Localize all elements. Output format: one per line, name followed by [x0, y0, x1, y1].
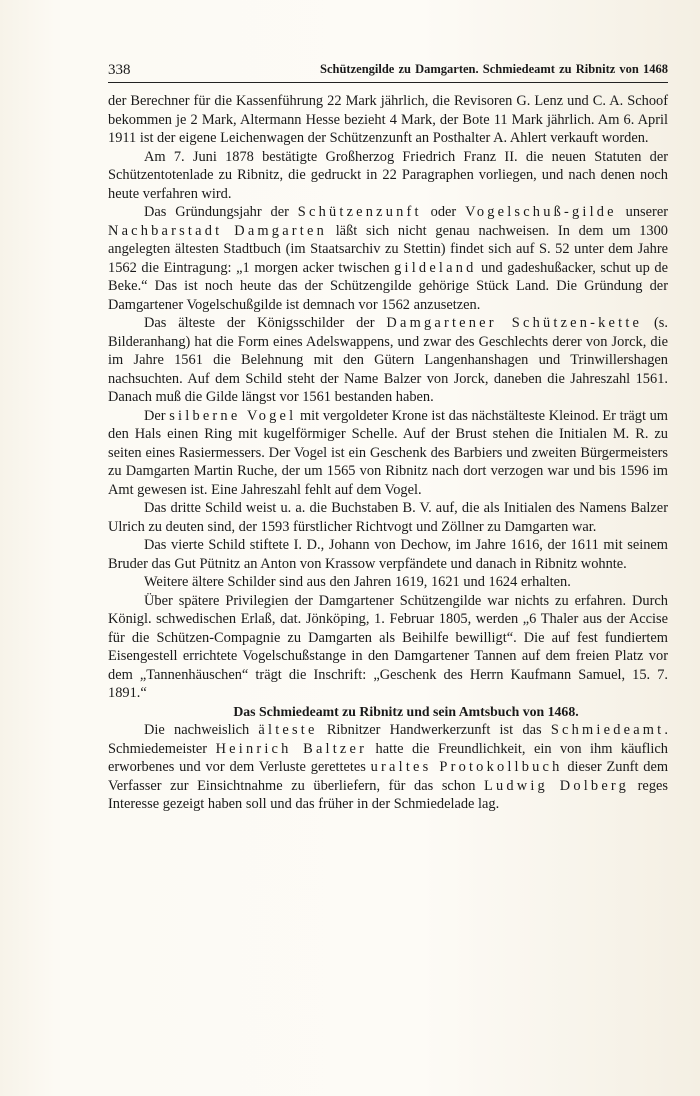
- spaced-text: Nachbarstadt Damgarten: [108, 222, 327, 239]
- running-title: Schützengilde zu Damgarten. Schmiedeamt zu Ribnitz von 1468: [320, 62, 668, 76]
- text-run: Das vierte Schild stiftete I. D., Johann von Dechow, im Jahre 1616, der 1611 mit seinem Bruder das Gut Pütnitz an Anton von Krassow verpfändete und danach in Ribnitz wohnte.: [108, 537, 668, 572]
- spaced-text: Schmiedeamt: [550, 722, 665, 738]
- paragraph-5: [108, 407, 668, 500]
- paragraph-4: [108, 314, 668, 407]
- text-run: Das dritte Schild weist u. a. die Buchstaben B. V. auf, die als Initialen des Namens Balzer Ulrich zu deuten sind, der 1593 fürstlicher Richtvogt und Zöllner zu Damgarten war.: [108, 500, 668, 535]
- body-text: [108, 92, 668, 814]
- text-run: reges Interesse gezeigt haben soll und das früher in der Schmiedelade lag.: [108, 777, 668, 812]
- spaced-text: Ludwig Dolberg: [483, 777, 630, 794]
- text-run: Das älteste der Königsschilder der: [144, 315, 387, 331]
- text-run: läßt sich nicht genau nachweisen. In dem um 1300 angelegten ältesten Stadtbuch (im Staatsarchiv zu Stettin) findet sich auf S. 52 unter dem Jahre 1562 die Eintragung: „1 morgen acker twischen: [108, 222, 668, 276]
- spaced-text: Heinrich Baltzer: [215, 740, 368, 757]
- text-run: der Berechner für die Kassenführung 22 Mark jährlich, die Revisoren G. Lenz und C. A. Schoof bekommen je 2 Mark, Altermann Hesse bezieht 4 Mark, der Bote 11 Mark jährlich. Am 6. April 1911 ist der eigene Leichenwagen der Schützenzunft an Posthalter A. Ahlert verkauft worden.: [108, 93, 668, 146]
- page-header: [108, 58, 668, 83]
- text-run: Am 7. Juni 1878 bestätigte Großherzog Friedrich Franz II. die neuen Statuten der Schützentotenlade zu Ribnitz, die gedruckt in 22 Paragraphen vorliegen, und nach denen noch heute verfahren wird.: [108, 148, 668, 202]
- text-run: Über spätere Privilegien der Damgartener Schützengilde war nichts zu erfahren. Durch Königl. schwedischen Erlaß, dat. Jönköping, 1. Februar 1805, werden „6 Thaler aus der Accise für die Schützen-Compagnie zu Damgarten als Beihilfe bewilligt“. Die auf fest fundiertem Eisengestell errichtete Vogelschußstange in den Damgartener Tannen auf dem freien Platz vor dem „Tannenhäuschen“ trägt die Inschrift: „Geschenk des Herrn Kaufmann Samuel, 15. 7. 1891.“: [108, 592, 668, 701]
- text-run: Ribnitzer Handwerkerzunft ist das: [317, 722, 551, 738]
- spaced-text: silberne Vogel: [169, 407, 297, 424]
- section-heading: Das Schmiedeamt zu Ribnitz und sein Amtsbuch von 1468.: [233, 703, 579, 719]
- paragraph-3: [108, 203, 668, 314]
- spaced-text: gildeland: [394, 259, 477, 276]
- spaced-text: Damgartener Schützen-kette: [386, 315, 643, 331]
- spaced-text: Schützenzunft: [297, 204, 422, 220]
- text-run: mit vergoldeter Krone ist das nächstälteste Kleinod. Er trägt um den Hals einen Ring mit kugelförmiger Schelle. Auf der Brust stehen die Initialen M. R. zu seiten eines Rasiermessers. Der Vogel ist ein Geschenk des Barbiers und zweiten Bürgermeisters zu Damgarten Martin Ruche, der um 1565 von Ribnitz nach dort verzogen war und bis 1596 im Amt gewesen ist. Eine Jahreszahl fehlt auf dem Vogel.: [108, 407, 668, 498]
- text-run: Der: [144, 407, 170, 424]
- paragraph-10: [108, 721, 668, 814]
- text-run: oder: [421, 204, 466, 220]
- text-run: Weitere ältere Schilder sind aus den Jahren 1619, 1621 und 1624 erhalten.: [144, 574, 571, 590]
- text-run: Die nachweislich: [144, 722, 259, 738]
- paragraph-1: [108, 92, 668, 148]
- text-run: und gadeshußacker, schut up de Beke.“ Das ist noch heute das der Schützengilde gehörige Stück Land. Die Gründung der Damgartener Vogelschußgilde ist demnach vor 1562 anzusetzen.: [108, 259, 668, 313]
- spaced-text: Vogelschuß-gilde: [465, 204, 617, 220]
- page-number: 338: [108, 62, 131, 78]
- paragraph-2: [108, 148, 668, 204]
- text-run: dieser Zunft dem Verfasser zur Einsichtnahme zu überliefern, für das schon: [108, 759, 669, 794]
- text-run: unserer: [616, 204, 668, 220]
- paragraph-6: [108, 499, 668, 536]
- spaced-text: älteste: [258, 722, 318, 738]
- spaced-text: uraltes Protokollbuch: [370, 759, 563, 775]
- paragraph-8: [108, 573, 668, 592]
- paragraph-7: [108, 536, 668, 573]
- text-run: (s. Bilderanhang) hat die Form eines Adelswappens, und zwar des Geschlechts derer von Jorck, die im Jahre 1561 die Belehnung mit den Gütern Langenhanshagen und Trinwillershagen nachsuchten. Auf dem Schild steht der Name Balzer von Jorck, daneben die Jahreszahl 1561. Danach muß die Gilde längst vor 1561 bestanden haben.: [108, 315, 668, 405]
- text-run: . Schmiedemeister: [108, 722, 668, 757]
- text-run: hatte die Freundlichkeit, ein von ihm käuflich erworbenes und vor dem Verluste gerettetes: [108, 740, 668, 775]
- text-run: Das Gründungsjahr der: [144, 204, 298, 220]
- paragraph-9: [108, 592, 668, 703]
